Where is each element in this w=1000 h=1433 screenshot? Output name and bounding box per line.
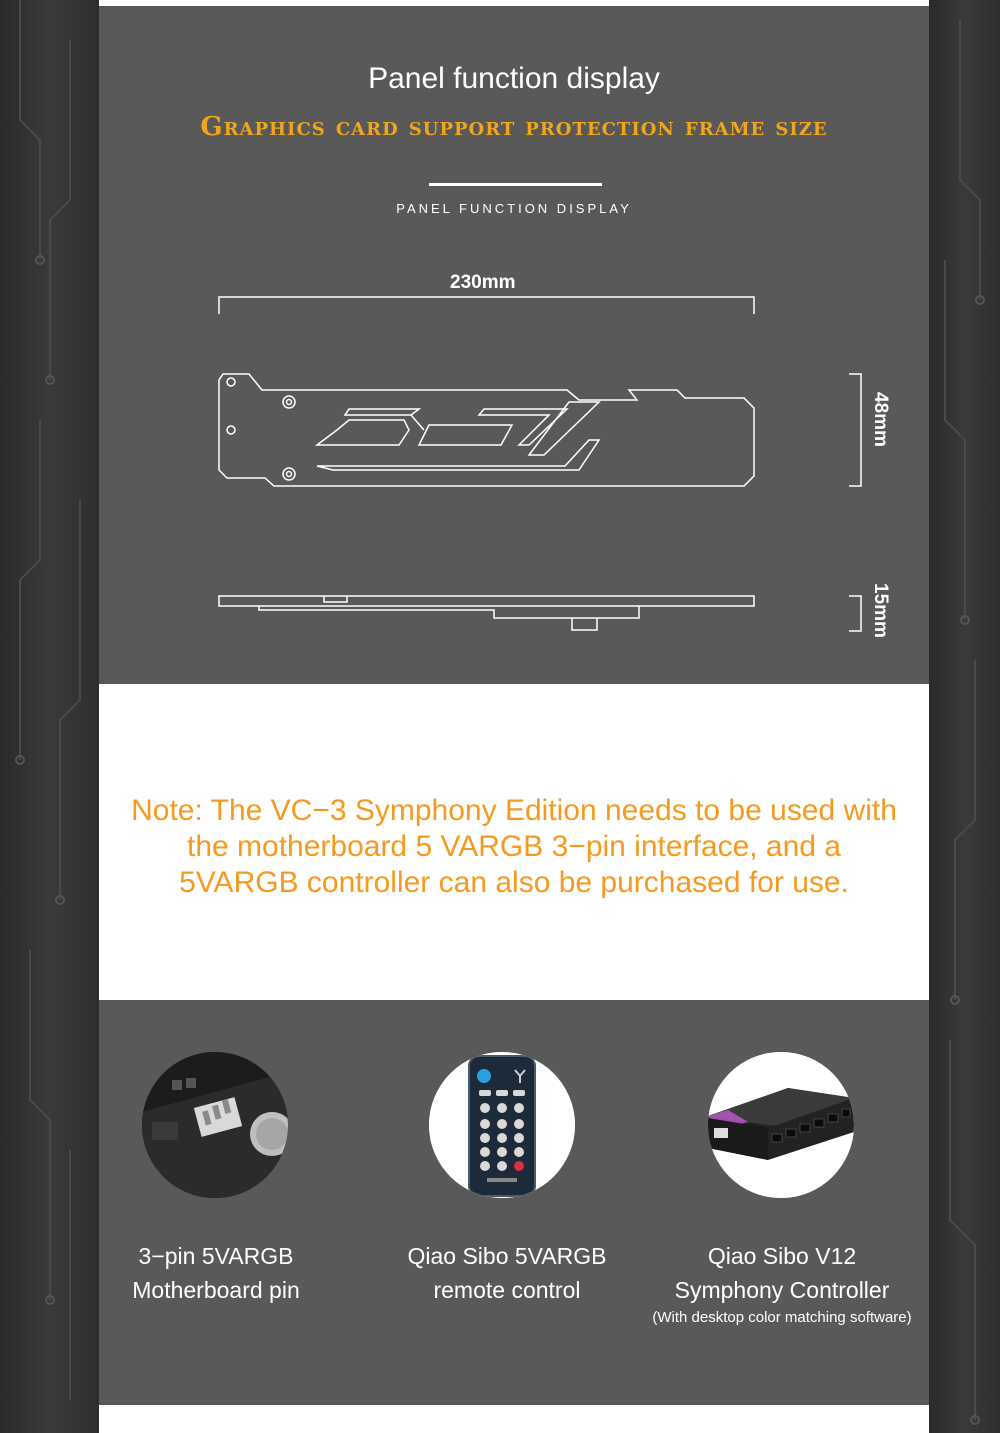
accessory-label-controller: Qiao Sibo V12 Symphony Controller: [674, 1243, 890, 1303]
note-line-1: Note: The VC−3 Symphony Edition needs to be used with: [131, 794, 897, 827]
accessory-label-motherboard-pin: 3−pin 5VARGB Motherboard pin: [132, 1243, 300, 1303]
thickness-dimension-bracket: [849, 596, 861, 631]
accessory-label-remote-control: Qiao Sibo 5VARGB remote control: [407, 1243, 607, 1303]
length-dimension-bracket: [219, 297, 754, 314]
bottom-white-strip: [99, 1405, 929, 1433]
length-label: 230mm: [450, 272, 516, 293]
frame-technical-drawing: [99, 0, 929, 684]
accessory-sublabel-controller: (With desktop color matching software): [652, 1309, 912, 1326]
frame-front-outline: [219, 374, 754, 486]
controller-hub-photo: [708, 1052, 854, 1198]
page-subtitle: Graphics card support protection frame size: [200, 112, 828, 142]
note-line-2: the motherboard 5 VARGB 3−pin interface, and a: [186, 830, 841, 863]
usage-note: [99, 793, 929, 901]
height-label: 48mm: [870, 392, 891, 447]
remote-control-photo: [429, 1052, 575, 1198]
thickness-label: 15mm: [870, 583, 891, 638]
section-caption: PANEL FUNCTION DISPLAY: [396, 201, 632, 216]
motherboard-pin-photo: [142, 1052, 288, 1198]
frame-side-profile: [219, 596, 754, 606]
height-dimension-bracket: [849, 374, 861, 486]
content-column: [99, 0, 929, 1433]
note-line-3: 5VARGB controller can also be purchased for use.: [179, 866, 849, 899]
page-title: Panel function display: [368, 62, 660, 95]
